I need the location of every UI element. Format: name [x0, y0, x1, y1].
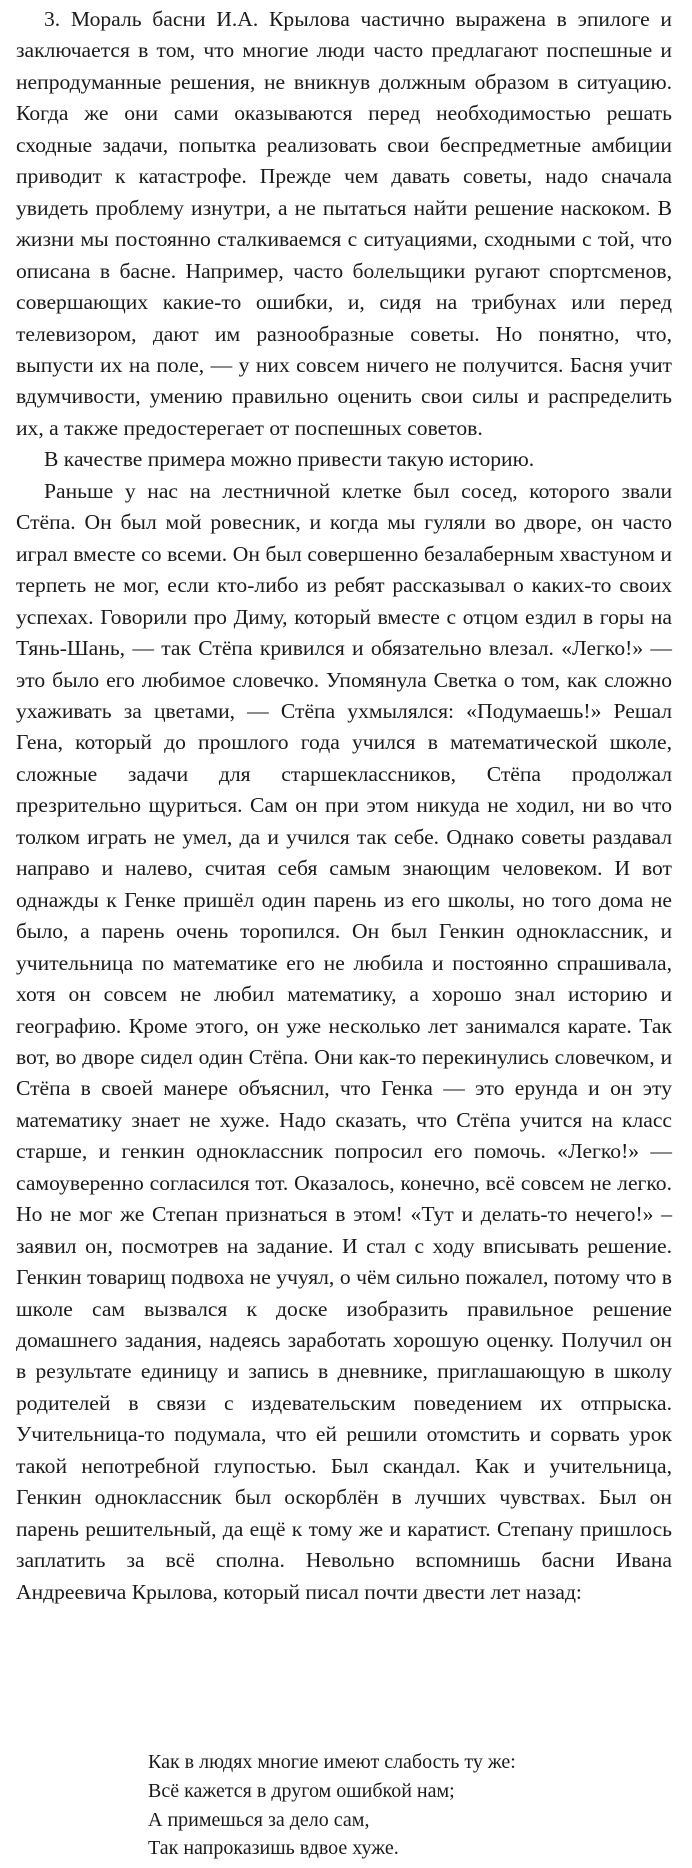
poem-line: Так напроказишь вдвое хуже.	[148, 1837, 399, 1860]
poem-quote	[148, 1748, 608, 1863]
poem-line: Как в людях многие имеют слабость ту же:	[148, 1751, 516, 1773]
poem-line: Всё кажется в другом ошибкой нам;	[148, 1779, 455, 1802]
paragraph-moral: 3. Мораль басни И.А. Крылова частично выражена в эпилоге и заключается в том, что многие люди часто предлагают поспешные и непродуманные решения, не вникнув должным образом в ситуацию. Когда же они сами оказываются перед необходимостью решать сходные задачи, попытка реализовать свои беспредметные амбиции приводит к катастрофе. Прежде чем давать советы, надо сначала увидеть проблему изнутри, а не пытаться найти решение наскоком. В жизни мы постоянно сталкиваемся с ситуациями, сходными с той, что описана в басне. Например, часто болельщики ругают спортсменов, совершающих какие-то ошибки, и, сидя на трибунах или перед телевизором, дают им разнообразные советы. Но понятно, что, выпусти их на поле, — у них совсем ничего не получится. Басня учит вдумчивости, умению правильно оценить свои силы и распределить их, а также предостерегает от поспешных советов.	[16, 7, 672, 440]
paragraph-story: Раньше у нас на лестничной клетке был сосед, которого звали Стёпа. Он был мой ровесник, и когда мы гуляли во дворе, он часто играл вместе со всеми. Он был совершенно безалаберным хвастуном и терпеть не мог, если кто-либо из ребят рассказывал о каких-то своих успехах. Говорили про Диму, который вместе с отцом ездил в горы на Тянь-Шань, — так Стёпа кривился и обязательно влезал. «Легко!» — это было его любимое словечко. Упомянула Светка о том, как сложно ухаживать за цветами, — Стёпа ухмылялся: «Подумаешь!» Решал Гена, который до прошлого года учился в математической школе, сложные задачи для старшеклассников, Стёпа продолжал презрительно щуриться. Сам он при этом никуда не ходил, ни во что толком играть не умел, да и учился так себе. Однако советы раздавал направо и налево, считая себя самым знающим человеком. И вот однажды к Генке пришёл один парень из его школы, но того дома не было, а парень очень торопился. Он был Генкин одноклассник, и учительница по математике его не любила и постоянно спрашивала, хотя он совсем не любил математику, а хорошо знал историю и географию. Кроме этого, он уже несколько лет занимался карате. Так вот, во дворе сидел один Стёпа. Они как-то перекинулись словечком, и Стёпа в своей манере объяснил, что Генка — это ерунда и он эту математику знает не хуже. Надо сказать, что Стёпа учится на класс старше, и генкин одноклассник попросил его помочь. «Легко!» — самоуверенно согласился тот. Оказалось, конечно, всё совсем не легко. Но не мог же Степан признаться в этом! «Тут и делать-то нечего!» – заявил он, посмотрев на задание. И стал с ходу вписывать решение. Генкин товарищ подвоха не учуял, о чём сильно пожалел, потому что в школе сам вызвался к доске изобразить правильное решение домашнего задания, надеясь заработать хорошую оценку. Получил он в результате единицу и запись в дневнике, приглашающую в школу родителей в связи с издевательским поведением их отпрыска. Учительница-то подумала, что ей решили отомстить и сорвать урок такой непотребной глупостью. Был скандал. Как и учительница, Генкин одноклассник был оскорблён в лучших чувствах. Был он парень решительный, да ещё к тому же и каратист. Степану пришлось заплатить за всё сполна. Невольно вспомнишь басни Ивана Андреевича Крылова, который писал почти двести лет назад:	[16, 478, 672, 1604]
poem-line: А примешься за дело сам,	[148, 1808, 370, 1831]
body-text	[16, 4, 672, 1608]
paragraph-example-intro: В качестве примера можно привести такую историю.	[44, 447, 535, 472]
